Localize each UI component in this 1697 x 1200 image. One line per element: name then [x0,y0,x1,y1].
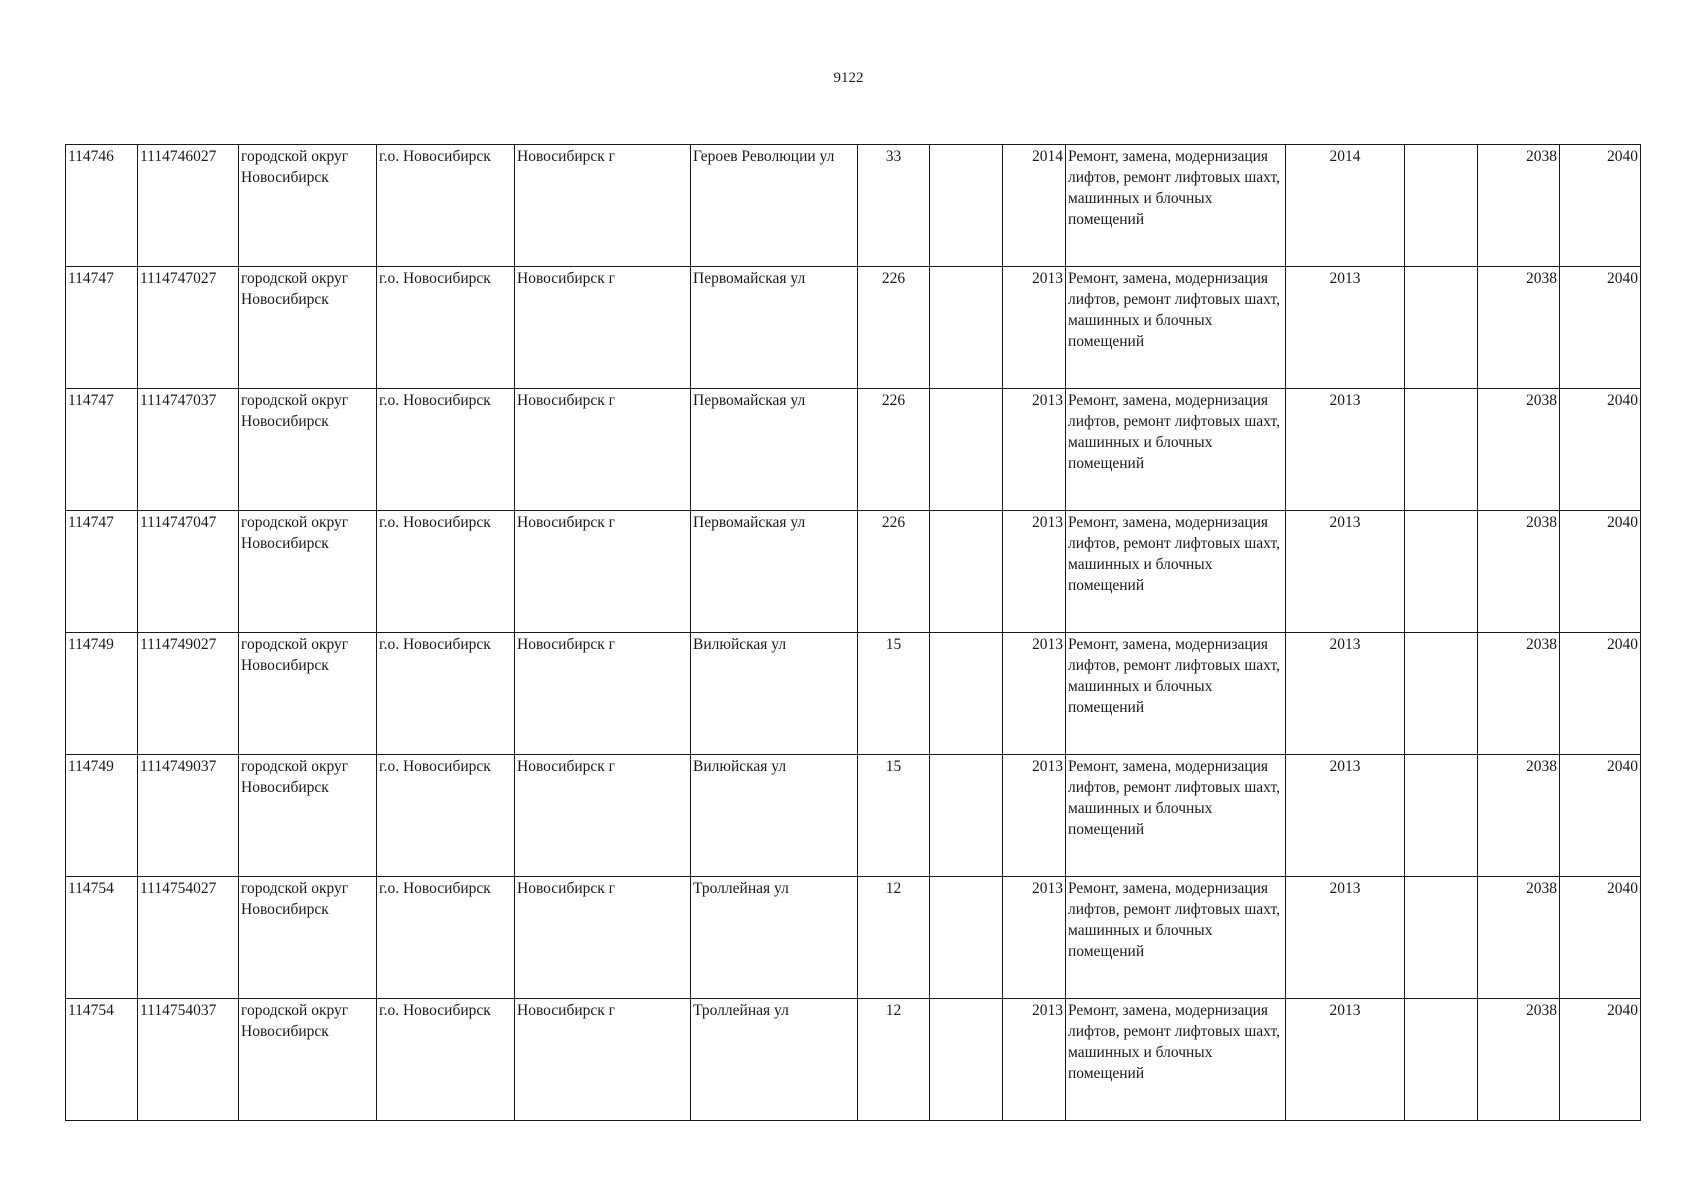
page-number: 9122 [833,70,864,86]
object-code-cell: 1114754037 [138,999,239,1121]
object-code-cell: 1114747027 [138,267,239,389]
object-code-cell: 1114749027 [138,633,239,755]
table-row [66,511,1641,633]
street-cell: Вилюйская ул [691,755,858,877]
street-cell: Вилюйская ул [691,633,858,755]
settlement-cell: Новосибирск г [515,511,691,633]
record-id-cell: 114747 [66,389,138,511]
work-year-cell: 2013 [1286,389,1405,511]
year-cell: 2013 [1003,267,1066,389]
year-cell: 2013 [1003,877,1066,999]
street-cell: Троллейная ул [691,877,858,999]
municipal-district-cell: г.о. Новосибирск [377,633,515,755]
planned-year-cell: 2038 [1478,999,1560,1121]
work-type-cell: Ремонт, замена, модернизация лифтов, ремонт лифтовых шахт, машинных и блочных помещений [1066,999,1286,1121]
street-cell: Первомайская ул [691,389,858,511]
deadline-year-cell: 2040 [1560,999,1641,1121]
work-type-cell: Ремонт, замена, модернизация лифтов, ремонт лифтовых шахт, машинных и блочных помещений [1066,755,1286,877]
building-cell [930,877,1003,999]
municipality-cell: городской округ Новосибирск [239,145,377,267]
house-number-cell: 33 [858,145,930,267]
house-number-cell: 226 [858,389,930,511]
record-id-cell: 114747 [66,267,138,389]
house-number-cell: 12 [858,877,930,999]
record-id-cell: 114754 [66,877,138,999]
deadline-year-cell: 2040 [1560,633,1641,755]
deadline-year-cell: 2040 [1560,145,1641,267]
settlement-cell: Новосибирск г [515,633,691,755]
municipal-district-cell: г.о. Новосибирск [377,999,515,1121]
work-type-cell: Ремонт, замена, модернизация лифтов, ремонт лифтовых шахт, машинных и блочных помещений [1066,511,1286,633]
work-type-cell: Ремонт, замена, модернизация лифтов, ремонт лифтовых шахт, машинных и блочных помещений [1066,389,1286,511]
table-row [66,633,1641,755]
work-year-cell: 2013 [1286,999,1405,1121]
year-cell: 2013 [1003,511,1066,633]
record-id-cell: 114754 [66,999,138,1121]
building-cell [930,755,1003,877]
deadline-year-cell: 2040 [1560,755,1641,877]
settlement-cell: Новосибирск г [515,145,691,267]
year-cell: 2013 [1003,755,1066,877]
work-type-cell: Ремонт, замена, модернизация лифтов, ремонт лифтовых шахт, машинных и блочных помещений [1066,877,1286,999]
planned-year-cell: 2038 [1478,145,1560,267]
work-year-cell: 2013 [1286,267,1405,389]
record-id-cell: 114747 [66,511,138,633]
building-cell [930,511,1003,633]
street-cell: Героев Революции ул [691,145,858,267]
building-cell [930,145,1003,267]
municipal-district-cell: г.о. Новосибирск [377,755,515,877]
municipal-district-cell: г.о. Новосибирск [377,145,515,267]
work-year-cell: 2014 [1286,145,1405,267]
record-id-cell: 114749 [66,755,138,877]
table-row [66,145,1641,267]
object-code-cell: 1114749037 [138,755,239,877]
municipal-district-cell: г.о. Новосибирск [377,877,515,999]
deadline-year-cell: 2040 [1560,267,1641,389]
municipality-cell: городской округ Новосибирск [239,755,377,877]
work-type-cell: Ремонт, замена, модернизация лифтов, ремонт лифтовых шахт, машинных и блочных помещений [1066,145,1286,267]
record-id-cell: 114746 [66,145,138,267]
object-code-cell: 1114746027 [138,145,239,267]
year-cell: 2013 [1003,999,1066,1121]
empty-cell [1405,145,1478,267]
planned-year-cell: 2038 [1478,633,1560,755]
street-cell: Троллейная ул [691,999,858,1121]
house-number-cell: 15 [858,755,930,877]
table-row [66,877,1641,999]
table-row [66,999,1641,1121]
work-year-cell: 2013 [1286,511,1405,633]
building-cell [930,389,1003,511]
planned-year-cell: 2038 [1478,755,1560,877]
empty-cell [1405,755,1478,877]
object-code-cell: 1114747037 [138,389,239,511]
building-cell [930,633,1003,755]
house-number-cell: 226 [858,267,930,389]
work-year-cell: 2013 [1286,755,1405,877]
planned-year-cell: 2038 [1478,267,1560,389]
empty-cell [1405,999,1478,1121]
planned-year-cell: 2038 [1478,877,1560,999]
year-cell: 2013 [1003,633,1066,755]
planned-year-cell: 2038 [1478,511,1560,633]
municipal-district-cell: г.о. Новосибирск [377,511,515,633]
registry-table [65,144,1641,1121]
house-number-cell: 15 [858,633,930,755]
record-id-cell: 114749 [66,633,138,755]
registry-body [66,145,1641,1121]
municipal-district-cell: г.о. Новосибирск [377,267,515,389]
work-type-cell: Ремонт, замена, модернизация лифтов, ремонт лифтовых шахт, машинных и блочных помещений [1066,267,1286,389]
planned-year-cell: 2038 [1478,389,1560,511]
settlement-cell: Новосибирск г [515,877,691,999]
settlement-cell: Новосибирск г [515,389,691,511]
municipality-cell: городской округ Новосибирск [239,267,377,389]
object-code-cell: 1114754027 [138,877,239,999]
work-year-cell: 2013 [1286,633,1405,755]
street-cell: Первомайская ул [691,267,858,389]
municipality-cell: городской округ Новосибирск [239,389,377,511]
municipal-district-cell: г.о. Новосибирск [377,389,515,511]
deadline-year-cell: 2040 [1560,389,1641,511]
year-cell: 2014 [1003,145,1066,267]
empty-cell [1405,633,1478,755]
house-number-cell: 12 [858,999,930,1121]
deadline-year-cell: 2040 [1560,511,1641,633]
empty-cell [1405,389,1478,511]
table-row [66,389,1641,511]
municipality-cell: городской округ Новосибирск [239,877,377,999]
work-type-cell: Ремонт, замена, модернизация лифтов, ремонт лифтовых шахт, машинных и блочных помещений [1066,633,1286,755]
municipality-cell: городской округ Новосибирск [239,633,377,755]
building-cell [930,267,1003,389]
municipality-cell: городской округ Новосибирск [239,999,377,1121]
empty-cell [1405,267,1478,389]
empty-cell [1405,511,1478,633]
municipality-cell: городской округ Новосибирск [239,511,377,633]
settlement-cell: Новосибирск г [515,267,691,389]
object-code-cell: 1114747047 [138,511,239,633]
building-cell [930,999,1003,1121]
street-cell: Первомайская ул [691,511,858,633]
deadline-year-cell: 2040 [1560,877,1641,999]
year-cell: 2013 [1003,389,1066,511]
settlement-cell: Новосибирск г [515,755,691,877]
house-number-cell: 226 [858,511,930,633]
settlement-cell: Новосибирск г [515,999,691,1121]
table-row [66,755,1641,877]
table-row [66,267,1641,389]
work-year-cell: 2013 [1286,877,1405,999]
empty-cell [1405,877,1478,999]
